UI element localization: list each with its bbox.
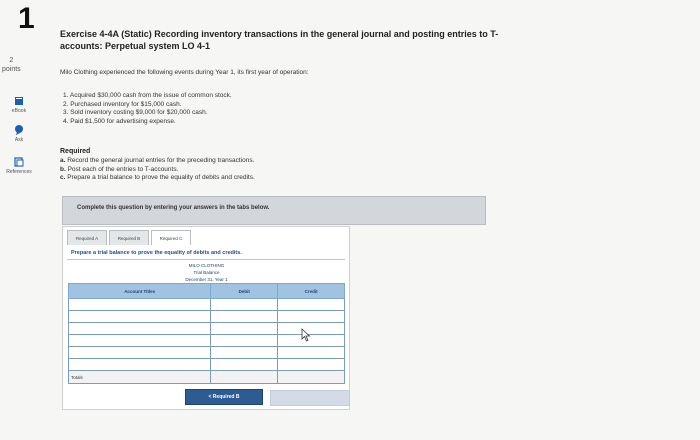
table-row bbox=[69, 359, 345, 371]
debit-cell[interactable] bbox=[211, 347, 278, 359]
sidebar-item-label: Ask bbox=[14, 137, 24, 143]
account-cell[interactable] bbox=[69, 335, 211, 347]
credit-cell[interactable] bbox=[278, 335, 345, 347]
tab-required-a[interactable]: Required A bbox=[67, 230, 107, 245]
required-list bbox=[60, 157, 255, 183]
tab-required-b[interactable]: Required B bbox=[109, 230, 149, 245]
table-row bbox=[69, 311, 345, 323]
credit-cell[interactable] bbox=[278, 359, 345, 371]
hint-icon bbox=[14, 125, 24, 135]
credit-cell[interactable] bbox=[278, 347, 345, 359]
sidebar-item-ebook[interactable] bbox=[4, 96, 34, 114]
sidebar-item-label: References bbox=[6, 169, 32, 175]
debit-total bbox=[211, 371, 278, 384]
prev-required-button[interactable]: < Required B bbox=[185, 389, 263, 405]
credit-cell[interactable] bbox=[278, 311, 345, 323]
table-row bbox=[69, 347, 345, 359]
account-cell[interactable] bbox=[69, 299, 211, 311]
question-number: 1 bbox=[18, 2, 35, 35]
list-item: 4. Paid $1,500 for advertising expense. bbox=[63, 117, 176, 125]
list-item bbox=[60, 166, 255, 175]
list-item: 2. Purchased inventory for $15,000 cash. bbox=[63, 100, 182, 108]
intro-text: Milo Clothing experienced the following events during Year 1, its first year of operation: bbox=[60, 69, 309, 76]
account-cell[interactable] bbox=[69, 359, 211, 371]
references-icon bbox=[14, 157, 24, 167]
instructions-banner bbox=[62, 196, 486, 225]
points-value: 2 bbox=[9, 57, 14, 64]
statement-title: Trial Balance bbox=[193, 270, 220, 275]
exercise-title bbox=[60, 28, 540, 52]
account-cell[interactable] bbox=[69, 347, 211, 359]
debit-cell[interactable] bbox=[211, 311, 278, 323]
next-button-disabled bbox=[270, 390, 350, 406]
debit-cell[interactable] bbox=[211, 335, 278, 347]
table-header-row bbox=[69, 284, 345, 299]
panel-prompt: Prepare a trial balance to prove the equality of debits and credits. bbox=[71, 250, 242, 256]
mouse-cursor-icon bbox=[301, 328, 311, 342]
column-header-debit: Debit bbox=[211, 284, 278, 299]
account-cell[interactable] bbox=[69, 311, 211, 323]
item-text: Record the general journal entries for the preceding transactions. bbox=[67, 157, 255, 164]
item-letter: a. bbox=[60, 157, 66, 164]
tab-bar bbox=[67, 230, 193, 244]
title-line: Exercise 4-4A (Static) Recording inventory transactions in the general journal and posting entries to T- bbox=[60, 29, 499, 39]
sidebar-item-ask[interactable] bbox=[4, 125, 34, 143]
sidebar-item-label: eBook bbox=[11, 108, 27, 114]
debit-cell[interactable] bbox=[211, 323, 278, 335]
credit-total bbox=[278, 371, 345, 384]
totals-label: Totals bbox=[69, 371, 211, 384]
list-item bbox=[60, 157, 255, 166]
column-header-account: Account Titles bbox=[69, 284, 211, 299]
statement-date: December 31, Year 1 bbox=[185, 277, 228, 282]
account-cell[interactable] bbox=[69, 323, 211, 335]
points-indicator bbox=[2, 56, 21, 74]
item-letter: b. bbox=[60, 165, 66, 173]
credit-cell[interactable] bbox=[278, 323, 345, 335]
table-row bbox=[69, 299, 345, 311]
divider bbox=[67, 259, 345, 260]
company-name: MILO CLOTHING bbox=[188, 263, 225, 268]
item-letter: c. bbox=[60, 174, 66, 181]
debit-cell[interactable] bbox=[211, 359, 278, 371]
required-heading: Required bbox=[60, 148, 91, 155]
book-icon bbox=[14, 96, 24, 106]
points-label: points bbox=[2, 66, 21, 73]
debit-cell[interactable] bbox=[211, 299, 278, 311]
item-text: Prepare a trial balance to prove the equality of debits and credits. bbox=[67, 174, 255, 181]
credit-cell[interactable] bbox=[278, 299, 345, 311]
list-item: 3. Sold inventory costing $9,000 for $20,000 cash. bbox=[63, 109, 208, 116]
totals-row bbox=[69, 371, 345, 384]
events-list bbox=[63, 92, 232, 126]
statement-heading bbox=[68, 262, 345, 283]
banner-text: Complete this question by entering your answers in the tabs below. bbox=[77, 205, 270, 211]
item-text: Post each of the entries to T-accounts. bbox=[67, 165, 179, 173]
list-item bbox=[60, 174, 255, 183]
column-header-credit: Credit bbox=[278, 284, 345, 299]
list-item: 1. Acquired $30,000 cash from the issue of common stock. bbox=[63, 92, 232, 99]
sidebar-item-references[interactable] bbox=[4, 157, 34, 175]
title-line: accounts: Perpetual system LO 4-1 bbox=[60, 41, 211, 51]
tab-required-c[interactable]: Required C bbox=[151, 230, 191, 245]
answer-panel bbox=[62, 226, 350, 410]
